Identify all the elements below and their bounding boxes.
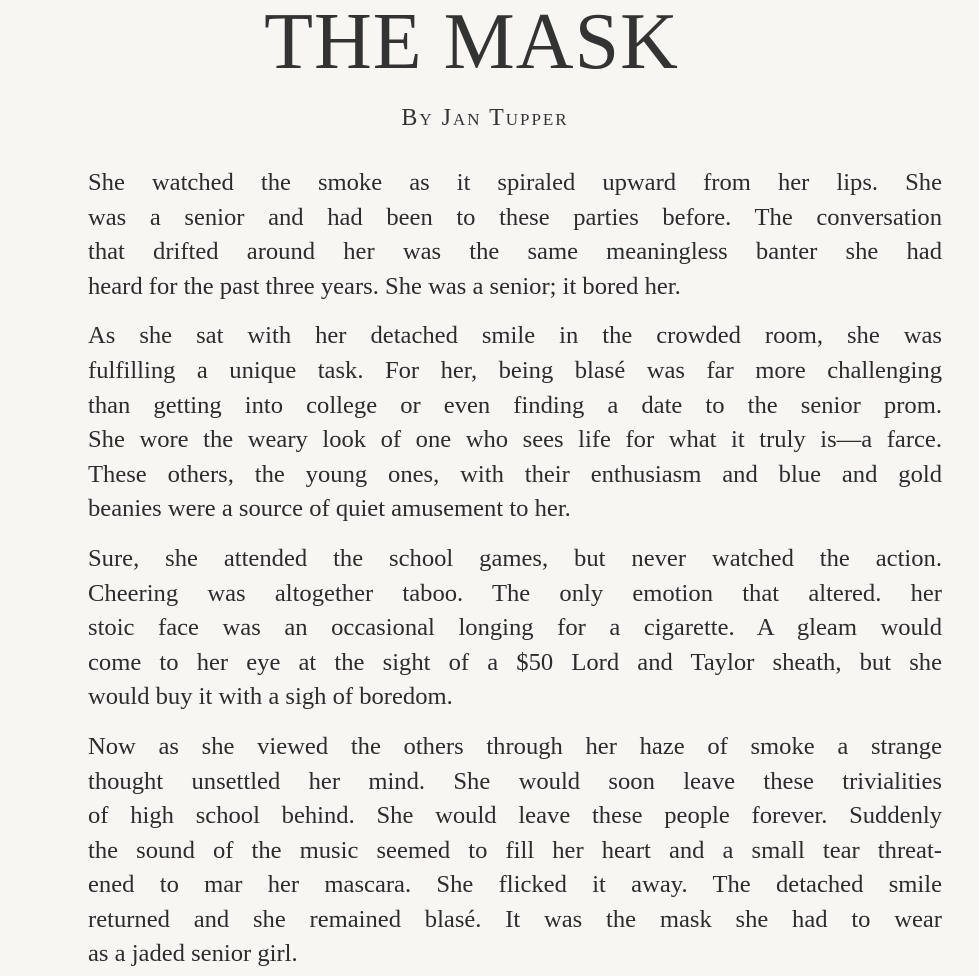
text-line: would buy it with a sigh of boredom.: [88, 683, 453, 711]
text-line: that drifted around her was the same meaningless banter she had: [88, 238, 942, 266]
text-line: returned and she remained blasé. It was the mask she had to wear: [88, 905, 942, 933]
text-line: As she sat with her detached smile in the crowded room, she was: [88, 322, 942, 350]
text-line: heard for the past three years. She was a senior; it bored her.: [88, 272, 681, 300]
text-line: Sure, she attended the school games, but never watched the action.: [88, 544, 942, 572]
paragraph-1: [33, 166, 942, 304]
text-line: beanies were a source of quiet amusement to her.: [88, 495, 571, 523]
byline: By Jan Tupper: [401, 105, 569, 131]
article-body: [33, 166, 942, 972]
text-line: She watched the smoke as it spiraled upward from her lips. She: [88, 169, 942, 196]
text-line: thought unsettled her mind. She would soon leave these trivialities: [88, 767, 942, 795]
paragraph-4: [33, 730, 942, 972]
text-line: She wore the weary look of one who sees life for what it truly is—a farce.: [88, 426, 942, 454]
text-line: the sound of the music seemed to fill her heart and a small tear threat-: [88, 836, 942, 864]
page-title: THE MASK: [264, 0, 679, 86]
text-line: These others, the young ones, with their enthusiasm and blue and gold: [88, 460, 942, 488]
text-line: than getting into college or even finding a date to the senior prom.: [88, 391, 942, 419]
text-line: was a senior and had been to these parties before. The conversation: [88, 203, 942, 231]
text-line: come to her eye at the sight of a $50 Lord and Taylor sheath, but she: [88, 648, 942, 676]
paragraph-2: [33, 319, 942, 527]
text-line: ened to mar her mascara. She flicked it away. The detached smile: [88, 871, 942, 899]
text-line: of high school behind. She would leave these people forever. Suddenly: [88, 802, 942, 830]
text-line: as a jaded senior girl.: [88, 940, 298, 968]
text-line: stoic face was an occasional longing for a cigarette. A gleam would: [88, 614, 942, 642]
text-line: Cheering was altogether taboo. The only emotion that altered. her: [88, 579, 942, 607]
text-line: Now as she viewed the others through her haze of smoke a strange: [88, 732, 942, 760]
text-line: fulfilling a unique task. For her, being blasé was far more challenging: [88, 356, 942, 384]
paragraph-3: [33, 542, 942, 715]
